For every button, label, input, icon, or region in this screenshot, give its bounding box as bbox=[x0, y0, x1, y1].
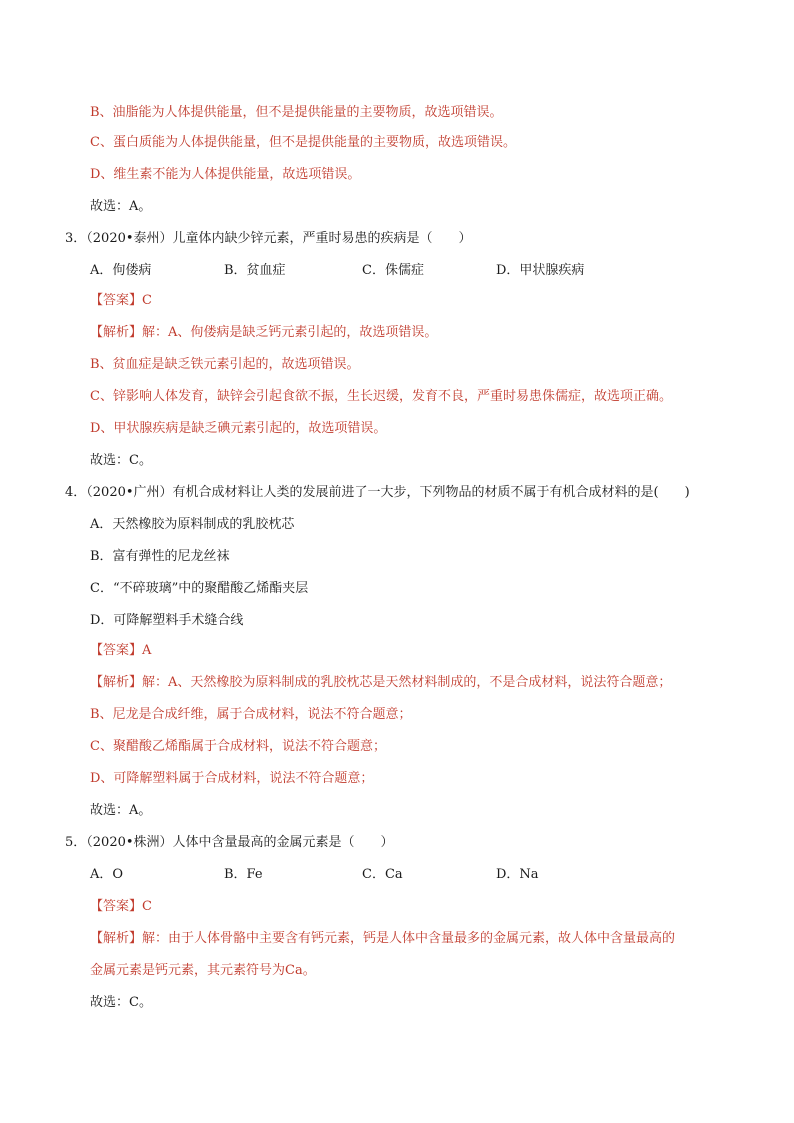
q5-options bbox=[90, 866, 539, 884]
q3-analysis-label: 【解析】 bbox=[90, 325, 143, 340]
q3-answer bbox=[90, 292, 152, 310]
prev-choose: 故选：A。 bbox=[90, 199, 152, 214]
q3-choose: 故选：C。 bbox=[90, 453, 152, 468]
q3-option-c: C．侏儒症 bbox=[362, 263, 424, 278]
q5-option-d: D．Na bbox=[496, 867, 539, 882]
q3-analysis-first bbox=[90, 324, 437, 342]
q5-choose: 故选：C。 bbox=[90, 995, 152, 1010]
q3-analysis-first-text: 解：A、佝偻病是缺乏钙元素引起的，故选项错误。 bbox=[142, 325, 438, 340]
q4-option-c: C．“不碎玻璃”中的聚醋酸乙烯酯夹层 bbox=[90, 581, 309, 596]
q4-answer bbox=[90, 642, 151, 660]
prev-analysis-line-c: C、蛋白质能为人体提供能量，但不是提供能量的主要物质，故选项错误。 bbox=[90, 135, 516, 150]
prev-analysis-line-b: B、油脂能为人体提供能量，但不是提供能量的主要物质，故选项错误。 bbox=[90, 105, 503, 120]
q4-analysis-line: B、尼龙是合成纤维，属于合成材料，说法不符合题意； bbox=[90, 707, 412, 722]
q5-option-a: A．O bbox=[90, 867, 124, 882]
q4-analysis-first-text: 解：A、天然橡胶为原料制成的乳胶枕芯是天然材料制成的，不是合成材料，说法符合题意； bbox=[142, 675, 672, 690]
q5-analysis-first-text: 解：由于人体骨骼中主要含有钙元素，钙是人体中含量最多的金属元素，故人体中含量最高的 bbox=[142, 931, 676, 946]
q3-analysis-line: D、甲状腺疾病是缺乏碘元素引起的，故选项错误。 bbox=[90, 421, 387, 436]
q4-choose: 故选：A。 bbox=[90, 803, 152, 818]
q5-analysis-line: 金属元素是钙元素，其元素符号为Ca。 bbox=[90, 963, 316, 978]
q4-option-d: D．可降解塑料手术缝合线 bbox=[90, 613, 244, 628]
q5-option-b: B．Fe bbox=[224, 867, 263, 882]
q3-analysis-line: B、贫血症是缺乏铁元素引起的，故选项错误。 bbox=[90, 357, 360, 372]
q4-answer-label: 【答案】 bbox=[90, 643, 143, 658]
q3-answer-value: C bbox=[142, 293, 152, 308]
q4-analysis-line: D、可降解塑料属于合成材料，说法不符合题意； bbox=[90, 771, 374, 786]
q5-option-c: C．Ca bbox=[362, 867, 403, 882]
q3-option-a: A．佝偻病 bbox=[90, 263, 152, 278]
q4-analysis-label: 【解析】 bbox=[90, 675, 143, 690]
q5-answer-label: 【答案】 bbox=[90, 899, 143, 914]
q3-stem: 3．（2020•泰州）儿童体内缺少锌元素，严重时易患的疾病是（ ） bbox=[65, 231, 472, 246]
q4-option-b: B．富有弹性的尼龙丝袜 bbox=[90, 549, 230, 564]
q5-analysis-label: 【解析】 bbox=[90, 931, 143, 946]
q5-analysis-first bbox=[90, 930, 675, 948]
q5-stem: 5．（2020•株洲）人体中含量最高的金属元素是（ ） bbox=[65, 835, 394, 850]
q4-analysis-line: C、聚醋酸乙烯酯属于合成材料，说法不符合题意； bbox=[90, 739, 386, 754]
q3-option-b: B．贫血症 bbox=[224, 263, 286, 278]
prev-analysis-line-d: D、维生素不能为人体提供能量，故选项错误。 bbox=[90, 167, 361, 182]
q3-options bbox=[90, 262, 584, 280]
q4-analysis-first bbox=[90, 674, 671, 692]
q4-stem: 4．（2020•广州）有机合成材料让人类的发展前进了一大步，下列物品的材质不属于有机合成材料的是( ) bbox=[65, 485, 690, 500]
q3-answer-label: 【答案】 bbox=[90, 293, 143, 308]
q4-answer-value: A bbox=[142, 643, 152, 658]
q4-option-a: A．天然橡胶为原料制成的乳胶枕芯 bbox=[90, 517, 295, 532]
q5-answer-value: C bbox=[142, 899, 152, 914]
q5-answer bbox=[90, 898, 152, 916]
q3-option-d: D．甲状腺疾病 bbox=[496, 263, 585, 278]
q3-analysis-line: C、锌影响人体发育，缺锌会引起食欲不振，生长迟缓，发育不良，严重时易患侏儒症，故选项正确。 bbox=[90, 389, 672, 404]
